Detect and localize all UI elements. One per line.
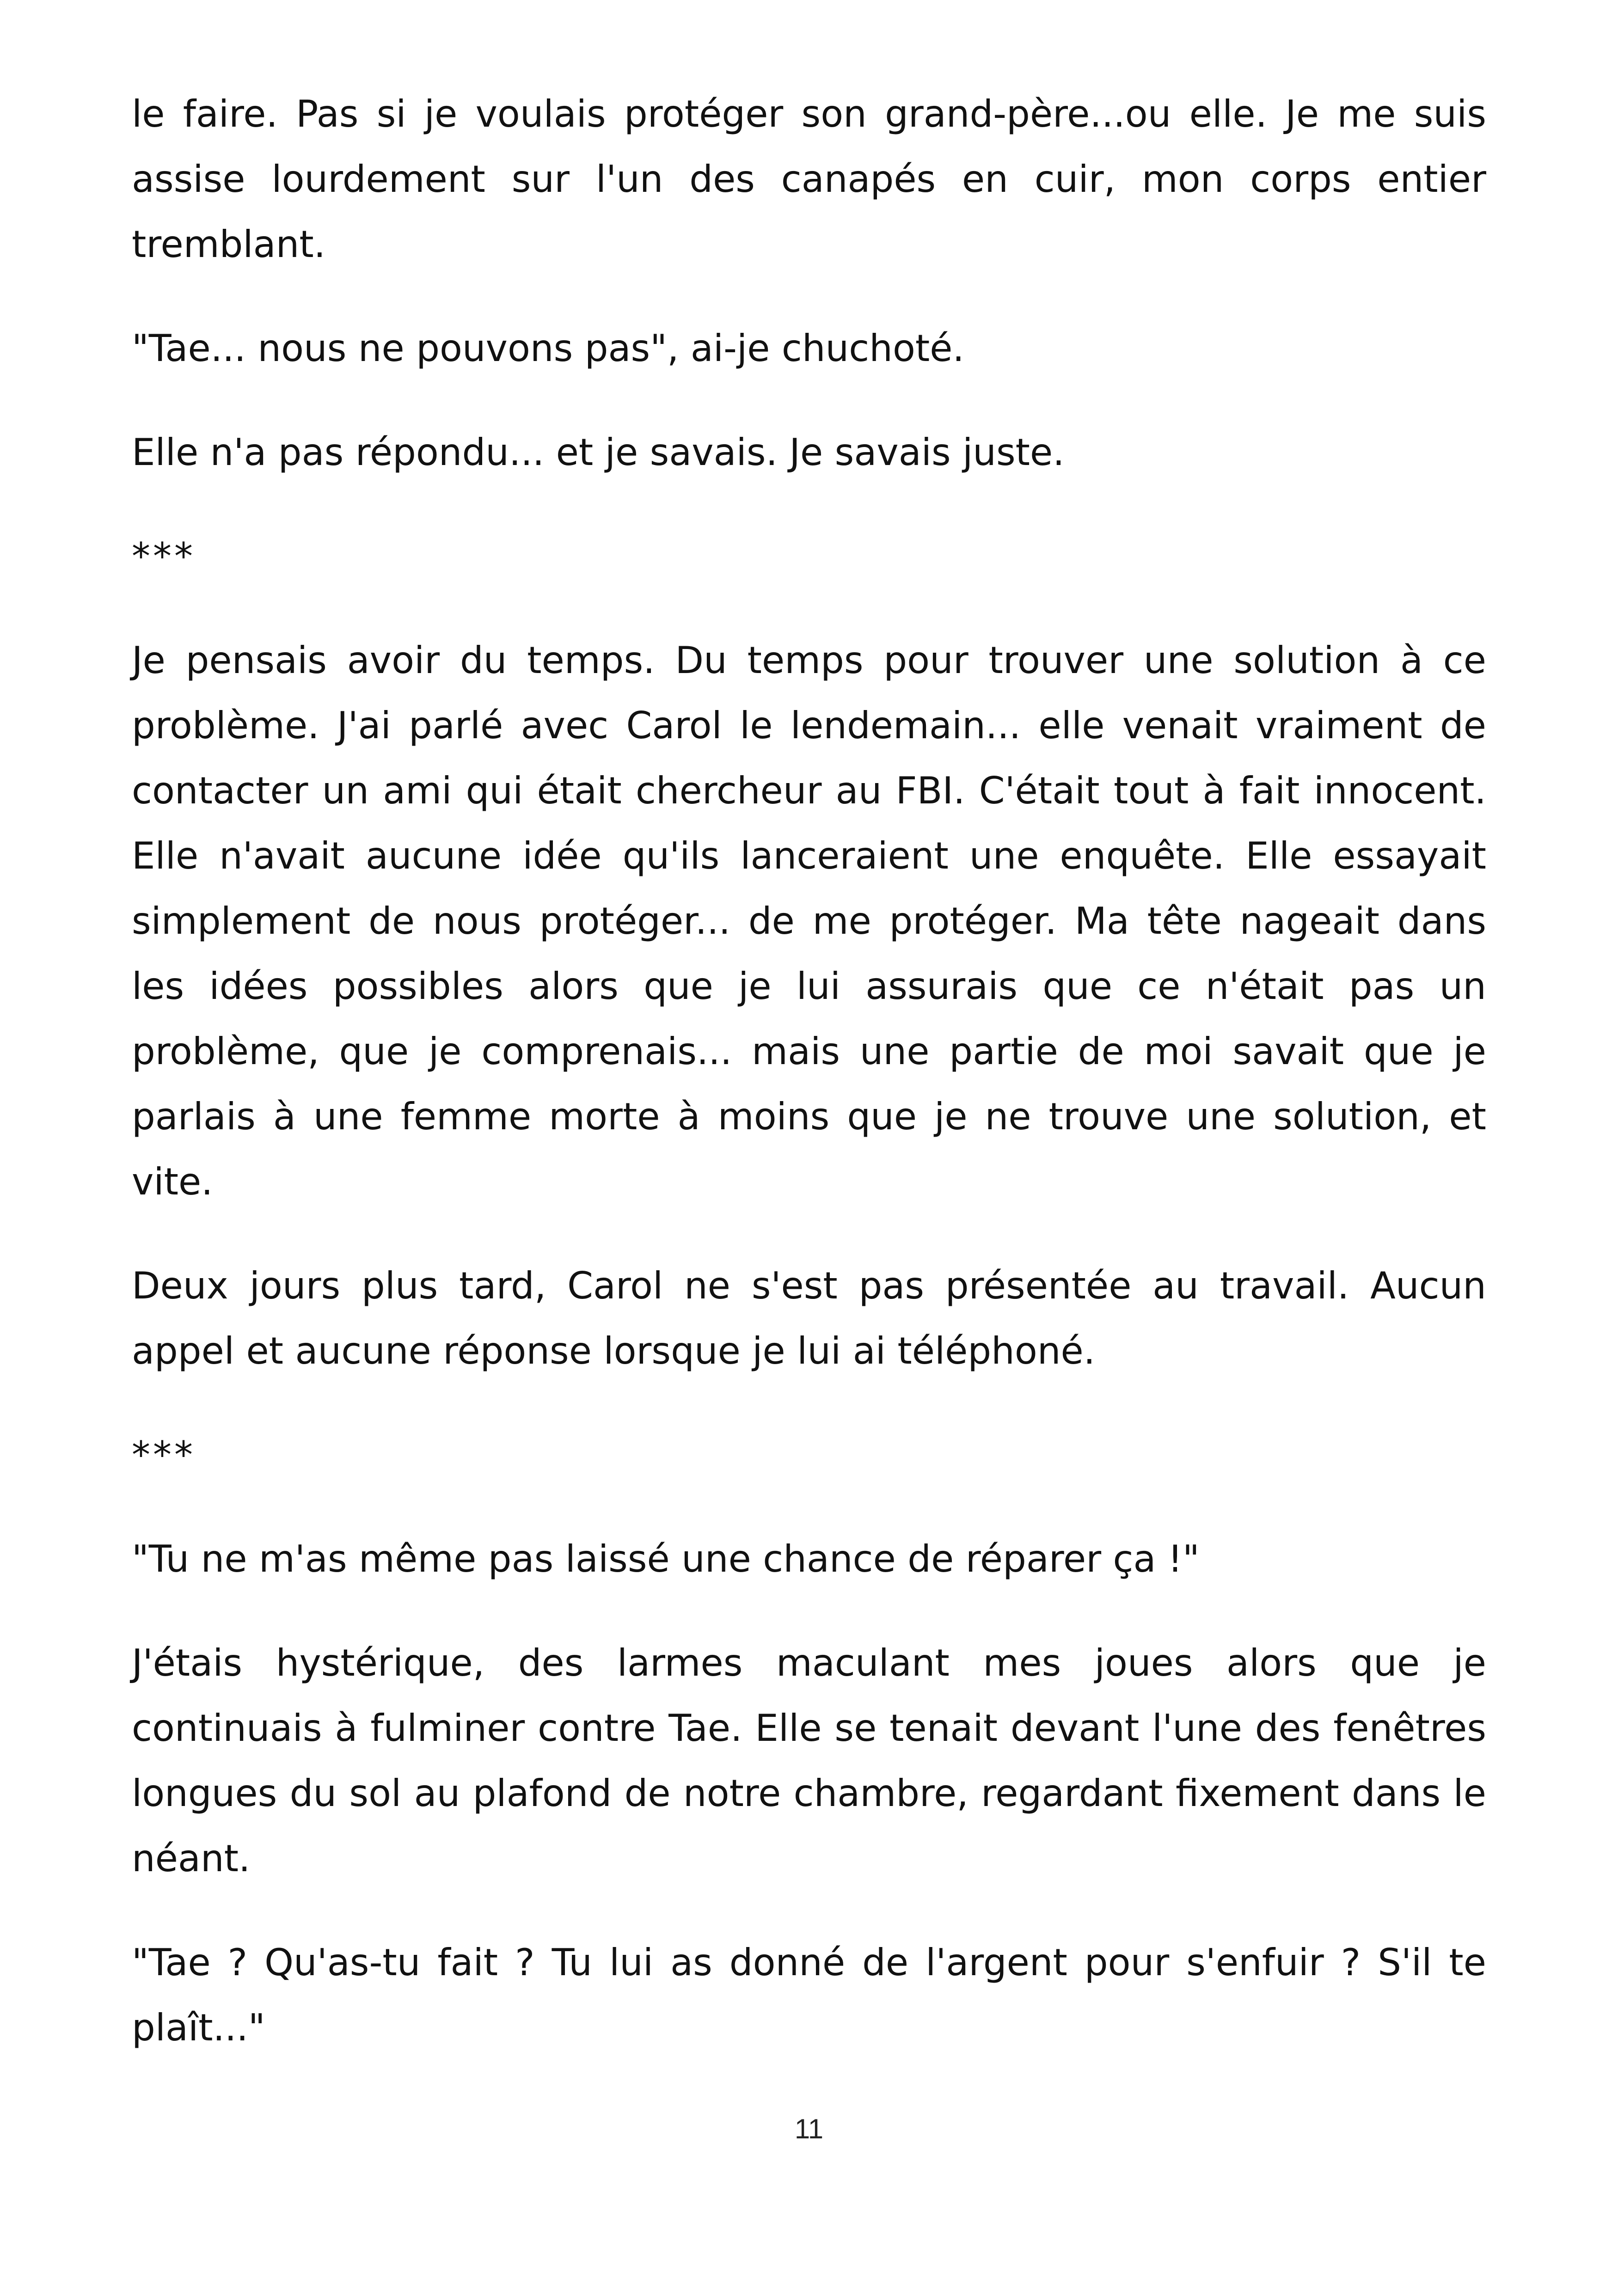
paragraph-5: Deux jours plus tard, Carol ne s'est pas présentée au travail. Aucun appel et aucune réponse lorsque je lui ai téléphoné. xyxy=(132,1264,1486,1372)
section-separator: *** xyxy=(132,1433,196,1476)
paragraph-3: Elle n'a pas répondu... et je savais. Je savais juste. xyxy=(132,431,1065,474)
paragraph-6: "Tu ne m'as même pas laissé une chance de réparer ça !" xyxy=(132,1537,1200,1580)
paragraph-1: le faire. Pas si je voulais protéger son grand-père...ou elle. Je me suis assise lourdement sur l'un des canapés en cuir, mon corps entier tremblant. xyxy=(132,92,1486,266)
body-text xyxy=(132,81,1486,2099)
page-number: 11 xyxy=(794,2113,824,2144)
paragraph-8: "Tae ? Qu'as-tu fait ? Tu lui as donné de l'argent pour s'enfuir ? S'il te plaît..." xyxy=(132,1941,1486,2049)
paragraph-2: "Tae... nous ne pouvons pas", ai-je chuchoté. xyxy=(132,327,964,370)
section-separator: *** xyxy=(132,535,196,578)
paragraph-7: J'étais hystérique, des larmes maculant mes joues alors que je continuais à fulminer contre Tae. Elle se tenait devant l'une des fenêtres longues du sol au plafond de notre chambre, regardant fixement dans le néant. xyxy=(132,1641,1486,1880)
paragraph-4: Je pensais avoir du temps. Du temps pour trouver une solution à ce problème. J'ai parlé avec Carol le lendemain... elle venait vraiment de contacter un ami qui était chercheur au FBI. C'était tout à fait innocent. Elle n'avait aucune idée qu'ils lanceraient une enquête. Elle essayait simplement de nous protéger... de me protéger. Ma tête nageait dans les idées possibles alors que je lui assurais que ce n'était pas un problème, que je comprenais... mais une partie de moi savait que je parlais à une femme morte à moins que je ne trouve une solution, et vite. xyxy=(132,639,1486,1203)
